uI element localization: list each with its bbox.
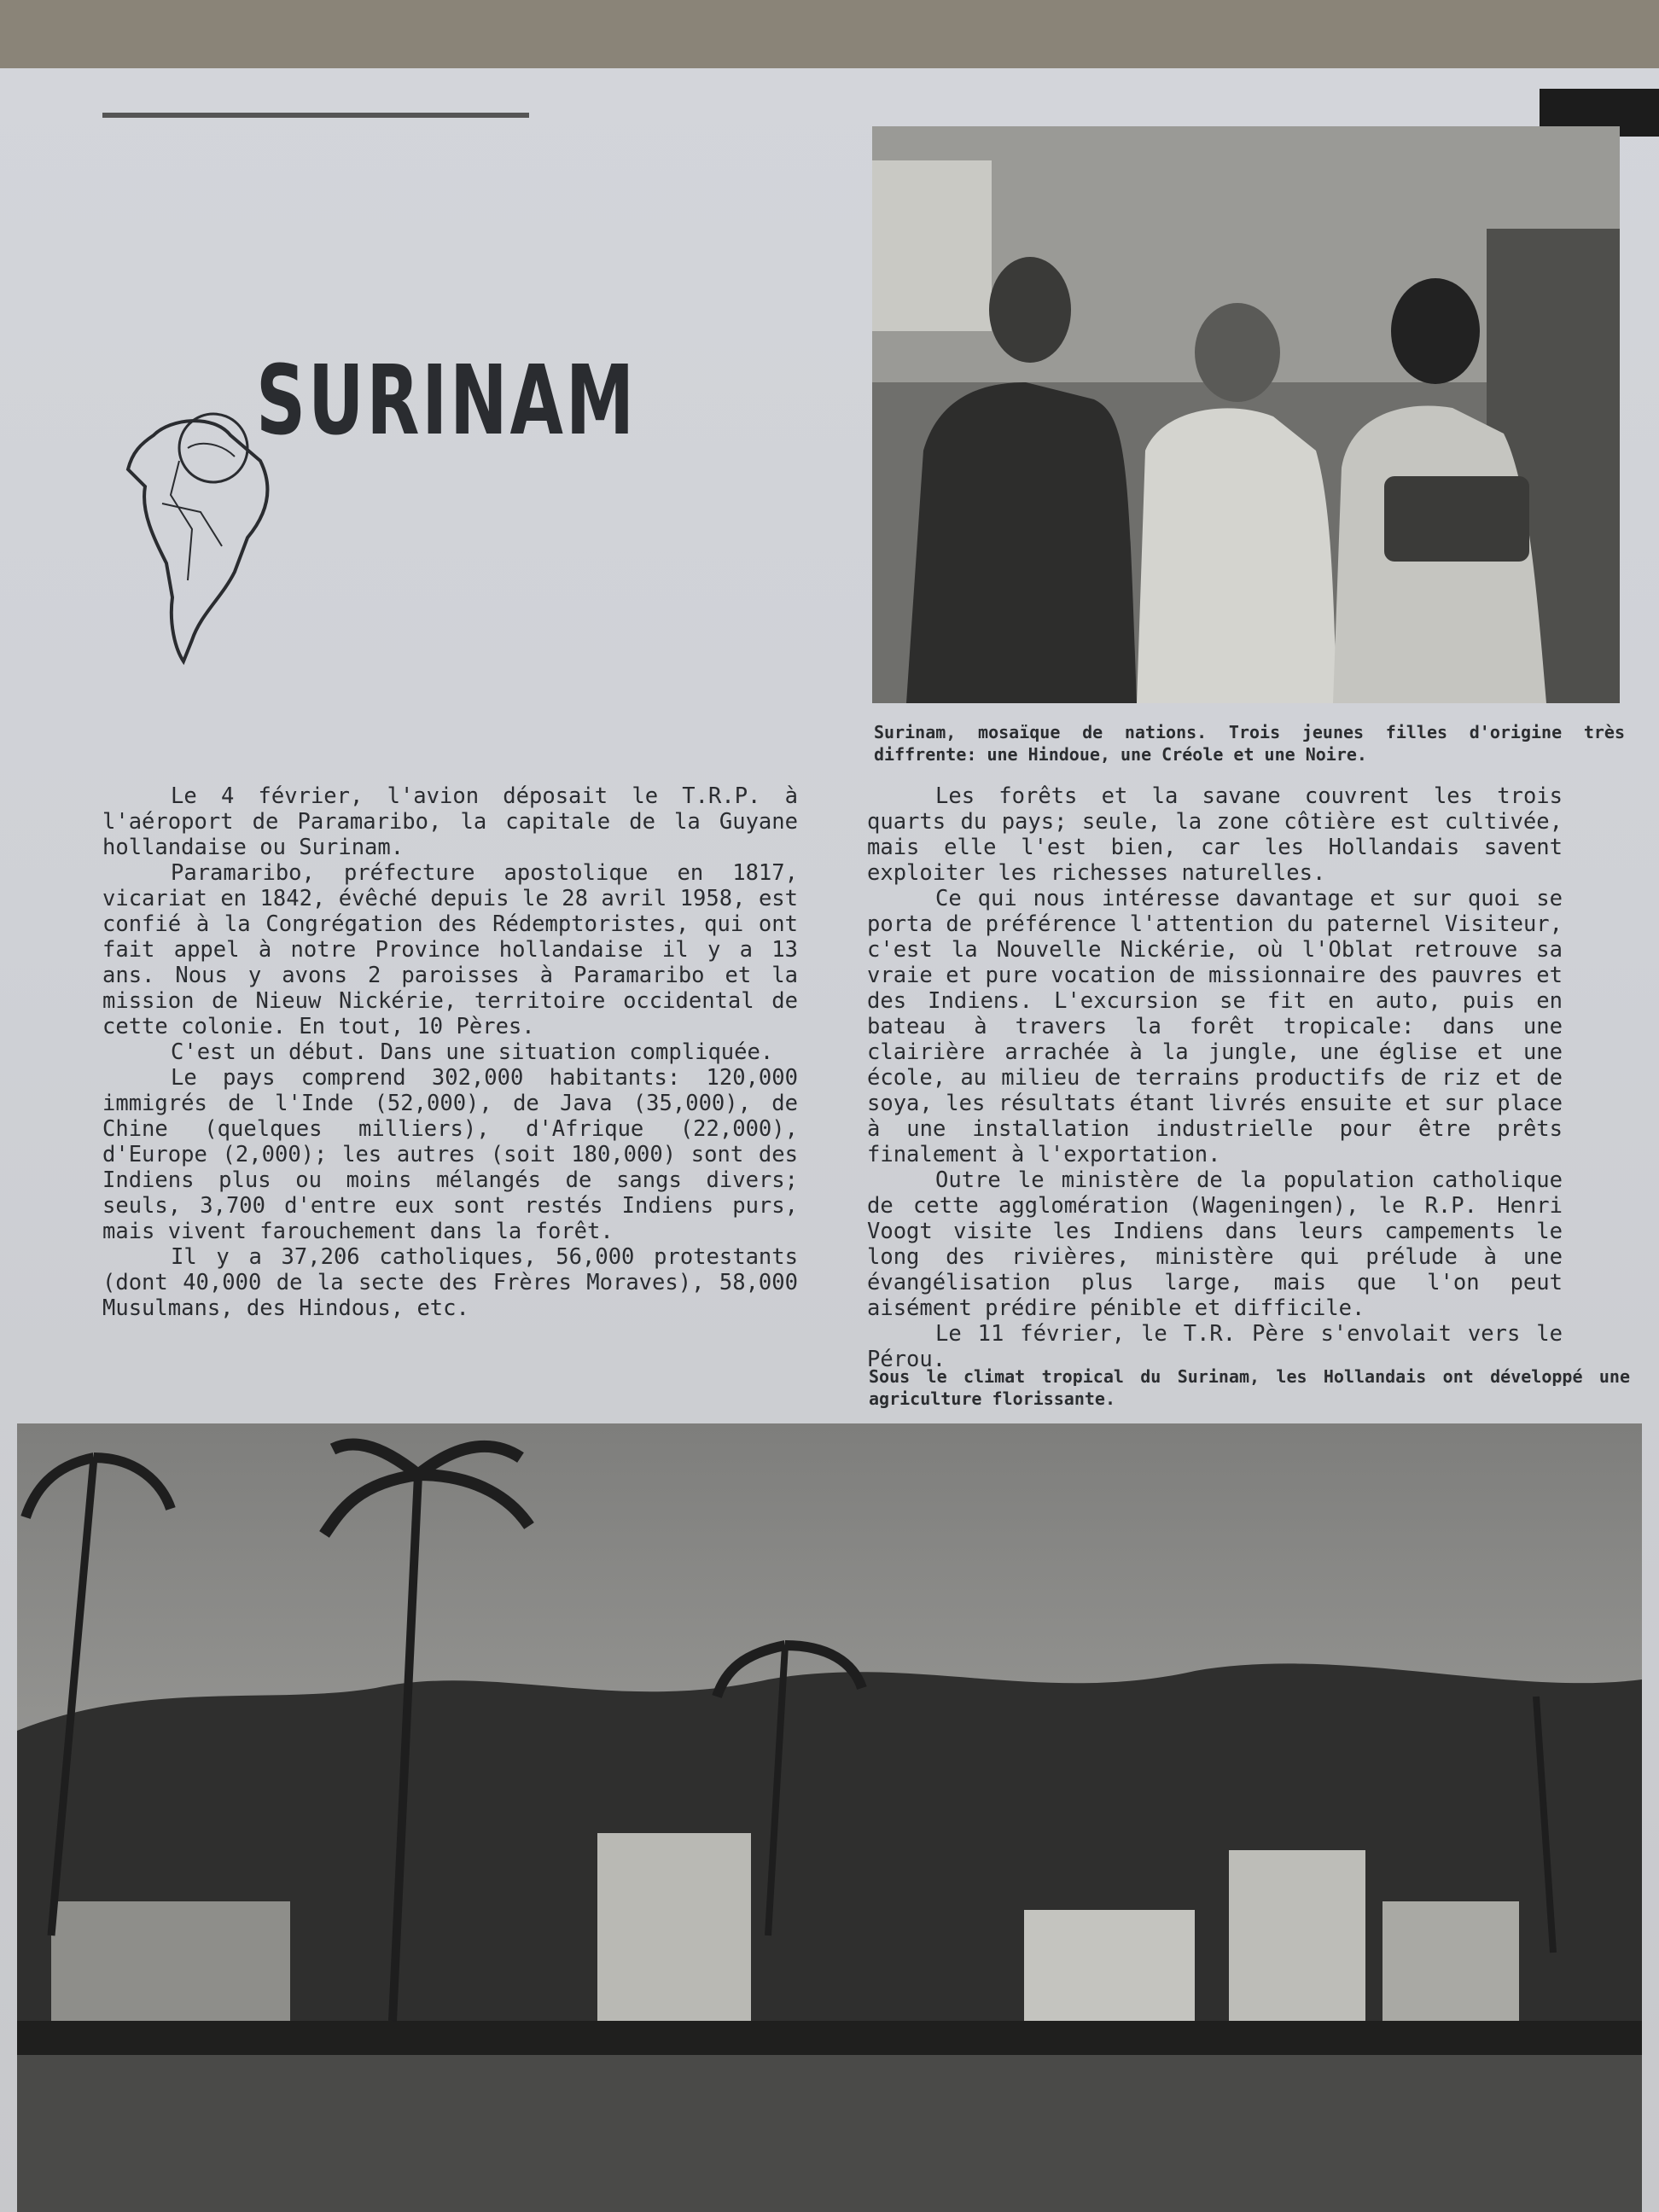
paragraph: Le 11 février, le T.R. Père s'envolait vers le Pérou. [867,1321,1563,1372]
paragraph: Les forêts et la savane couvrent les trois quarts du pays; seule, la zone côtière est cultivée, mais elle l'est bien, car les Hollandais savent exploiter les richesses naturelles. [867,783,1563,886]
paragraph: Paramaribo, préfecture apostolique en 1817, vicariat en 1842, évêché depuis le 28 avril 1958, est confié à la Congrégation des Rédemptoristes, qui ont fait appel à notre Province hollandaise il y a 13 ans. Nous y avons 2 paroisses à Paramaribo et la mission de Nieuw Nickérie, territoire occidental de cette colonie. En tout, 10 Pères. [102,860,798,1039]
top-rule [102,113,529,118]
paragraph: Le pays comprend 302,000 habitants: 120,000 immigrés de l'Inde (52,000), de Java (35,000), de Chine (quelques milliers), d'Afrique (22,000), d'Europe (2,000); les autres (soit 180,000) sont des Indiens plus ou moins mélangés de sangs divers; seuls, 3,700 d'entre eux sont restés Indiens purs, mais vivent farouchement dans la forêt. [102,1065,798,1244]
paragraph: C'est un début. Dans une situation compliquée. [171,1039,774,1065]
left-text-column [102,783,798,1321]
paragraph: Le 4 février, l'avion déposait le T.R.P. à l'aéroport de Paramaribo, la capitale de la Guyane hollandaise ou Surinam. [102,783,798,860]
paragraph: Outre le ministère de la population catholique de cette agglomération (Wageningen), le R.P. Henri Voogt visite les Indiens dans leurs campements le long des rivières, ministère qui prélude à une évangélisation plus large, mais que l'on peut aisément prédire pénible et difficile. [867,1167,1563,1321]
photo-riverside-caption: Sous le climat tropical du Surinam, les Hollandais ont développé une agriculture florissante. [869,1366,1630,1409]
right-text-column [867,783,1563,1372]
photo-three-girls-caption: Surinam, mosaïque de nations. Trois jeunes filles d'origine très diffrente: une Hindoue, une Créole et une Noire. [874,722,1625,765]
paragraph: Ce qui nous intéresse davantage et sur quoi se porta de préférence l'attention du paternel Visiteur, c'est la Nouvelle Nickérie, où l'Oblat retrouve sa vraie et pure vocation de missionnaire des pauvres et des Indiens. L'excursion se fit en auto, puis en bateau à travers la forêt tropicale: dans une clairière arrachée à la jungle, une église et une école, au milieu de terrains productifs de riz et de soya, les résultats étant livrés ensuite et sur place à une installation industrielle pour être prêts finalement à l'exportation. [867,886,1563,1167]
paragraph: Il y a 37,206 catholiques, 56,000 protestants (dont 40,000 de la secte des Frères Moraves), 58,000 Musulmans, des Hindous, etc. [102,1244,798,1321]
south-america-map-icon [119,410,273,666]
photo-three-girls [872,126,1620,703]
photo-riverside-town [17,1423,1642,2212]
article-title: SURINAM [256,346,637,457]
